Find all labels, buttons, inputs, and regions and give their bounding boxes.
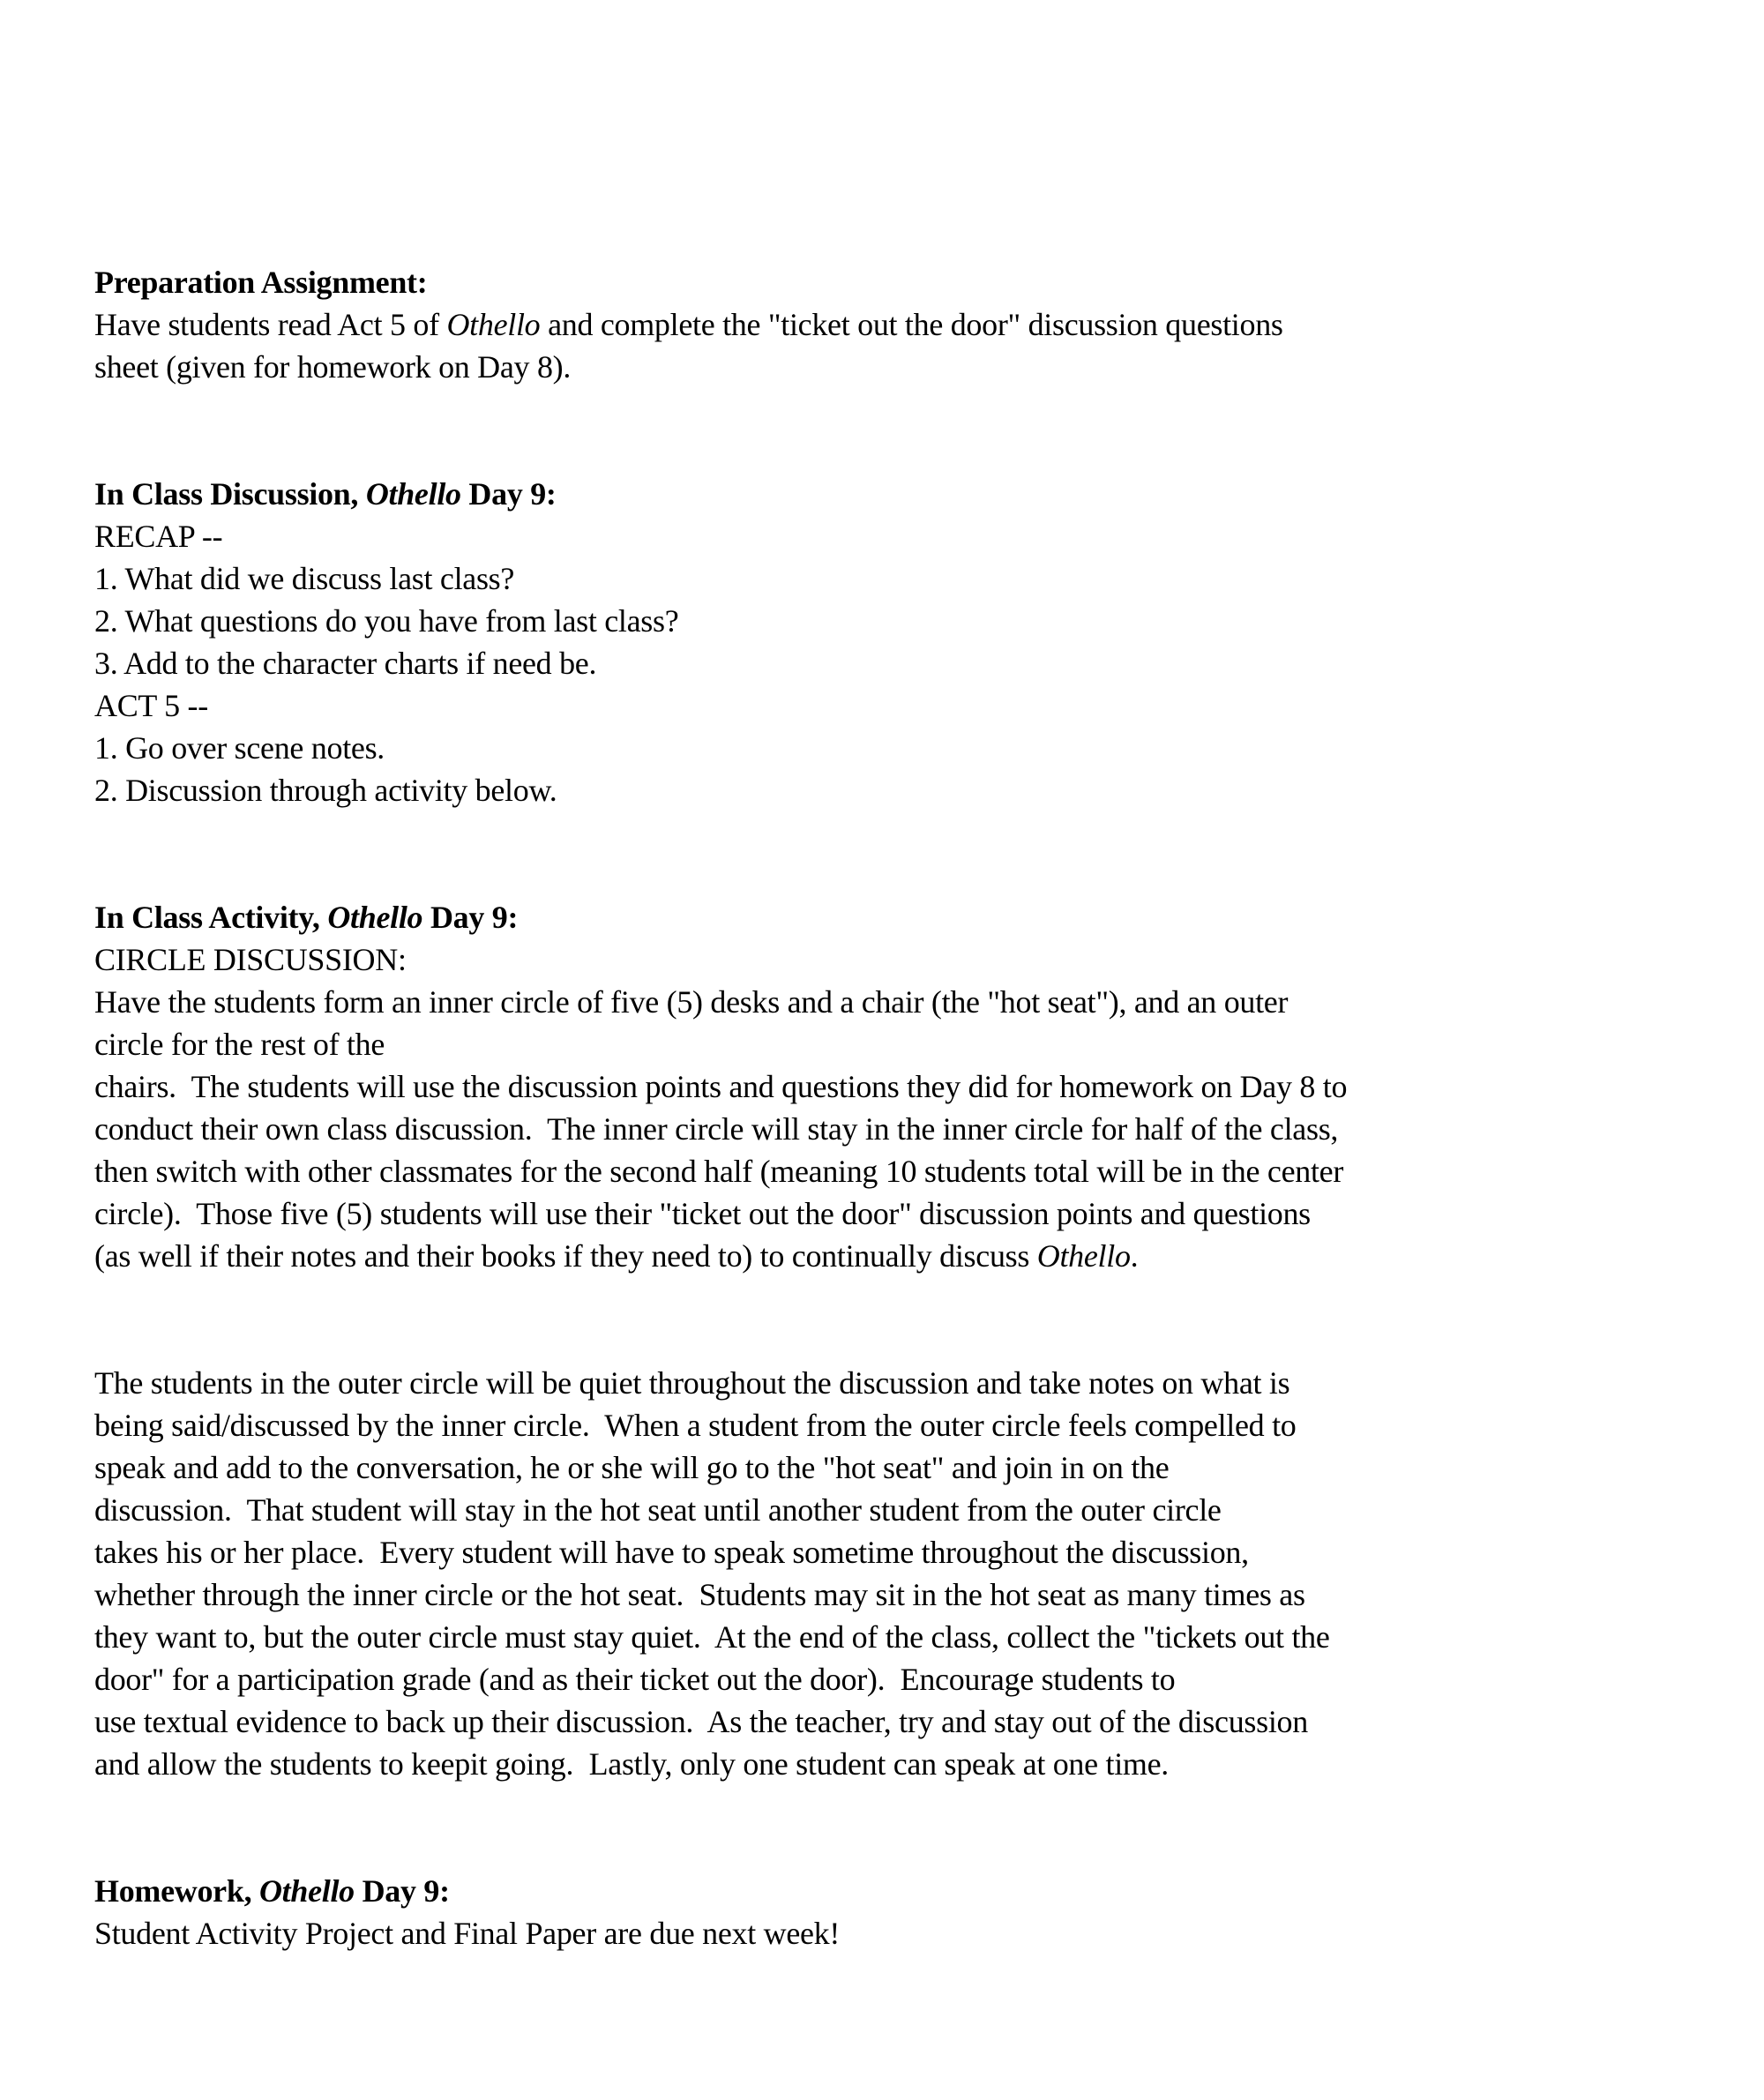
text-segment: 1. Go over scene notes. <box>94 730 385 766</box>
text-segment: conduct their own class discussion. The inner circle will stay in the inner circle for half of the class, <box>94 1111 1339 1147</box>
text-segment: Homework, <box>94 1873 259 1909</box>
text-segment: Student Activity Project and Final Paper are due next week! <box>94 1916 841 1951</box>
text-line <box>94 981 1632 1023</box>
text-segment: In Class Activity, <box>94 900 328 935</box>
text-line <box>94 642 1632 684</box>
text-segment: Othello <box>327 900 423 935</box>
text-segment: CIRCLE DISCUSSION: <box>94 942 407 977</box>
text-segment: takes his or her place. Every student will have to speak sometime throughout the discussion, <box>94 1535 1249 1570</box>
text-segment: 1. What did we discuss last class? <box>94 561 515 596</box>
text-line <box>94 938 1632 981</box>
blank-line <box>94 1827 1632 1870</box>
blank-line <box>94 430 1632 473</box>
text-segment: then switch with other classmates for the second half (meaning 10 students total will be in the center <box>94 1154 1344 1189</box>
text-segment: circle for the rest of the <box>94 1027 385 1062</box>
text-segment: chairs. The students will use the discussion points and questions they did for homework on Day 8 to <box>94 1069 1348 1104</box>
text-segment: being said/discussed by the inner circle. When a student from the outer circle feels compelled to <box>94 1408 1297 1443</box>
text-segment: (as well if their notes and their books if they need to) to continually discuss <box>94 1238 1037 1274</box>
text-segment: and allow the students to keepit going. Lastly, only one student can speak at one time. <box>94 1746 1169 1782</box>
text-segment: whether through the inner circle or the hot seat. Students may sit in the hot seat as many times as <box>94 1577 1305 1612</box>
text-line <box>94 1065 1632 1108</box>
text-line <box>94 1700 1632 1743</box>
text-line <box>94 557 1632 600</box>
text-segment: In Class Discussion, <box>94 476 366 512</box>
text-line <box>94 1404 1632 1446</box>
text-segment: . <box>1130 1238 1139 1274</box>
text-line <box>94 896 1632 938</box>
text-line <box>94 684 1632 727</box>
text-segment: Have the students form an inner circle of five (5) desks and a chair (the "hot seat"), and an outer <box>94 984 1289 1020</box>
text-segment: 2. Discussion through activity below. <box>94 773 557 808</box>
text-line <box>94 1235 1632 1277</box>
text-segment: use textual evidence to back up their discussion. As the teacher, try and stay out of the discussion <box>94 1704 1308 1739</box>
text-line <box>94 1870 1632 1912</box>
blank-line <box>94 1277 1632 1319</box>
text-segment: RECAP -- <box>94 519 223 554</box>
text-segment: 3. Add to the character charts if need be. <box>94 646 597 681</box>
text-line <box>94 1108 1632 1150</box>
text-line <box>94 1023 1632 1065</box>
text-segment: ACT 5 -- <box>94 688 208 723</box>
text-segment: Day 9: <box>460 476 557 512</box>
text-segment: Othello <box>258 1873 355 1909</box>
text-line <box>94 1531 1632 1573</box>
blank-line <box>94 1785 1632 1827</box>
document-content <box>94 261 1632 1954</box>
text-line <box>94 1362 1632 1404</box>
text-segment: Day 9: <box>354 1873 450 1909</box>
text-segment: sheet (given for homework on Day 8). <box>94 349 572 385</box>
text-line <box>94 1743 1632 1785</box>
text-line <box>94 1489 1632 1531</box>
blank-line <box>94 854 1632 896</box>
text-line <box>94 1912 1632 1954</box>
text-segment: they want to, but the outer circle must stay quiet. At the end of the class, collect the "tickets out the <box>94 1619 1330 1655</box>
text-line <box>94 261 1632 303</box>
text-line <box>94 303 1632 346</box>
text-line <box>94 346 1632 388</box>
text-line <box>94 1446 1632 1489</box>
text-segment: The students in the outer circle will be quiet throughout the discussion and take notes on what is <box>94 1365 1290 1401</box>
blank-line <box>94 1319 1632 1362</box>
text-line <box>94 515 1632 557</box>
text-segment: Day 9: <box>422 900 519 935</box>
blank-line <box>94 388 1632 430</box>
text-segment: Preparation Assignment: <box>94 265 428 300</box>
text-segment: 2. What questions do you have from last class? <box>94 603 679 639</box>
text-segment: door" for a participation grade (and as their ticket out the door). Encourage students to <box>94 1662 1176 1697</box>
text-segment: and complete the "ticket out the door" discussion questions <box>540 307 1283 342</box>
text-line <box>94 1573 1632 1616</box>
text-segment: circle). Those five (5) students will use their "ticket out the door" discussion points and questions <box>94 1196 1311 1231</box>
text-line <box>94 473 1632 515</box>
text-line <box>94 600 1632 642</box>
text-line <box>94 727 1632 769</box>
text-line <box>94 769 1632 811</box>
text-segment: discussion. That student will stay in the hot seat until another student from the outer circle <box>94 1492 1222 1528</box>
text-segment: Othello <box>1036 1238 1131 1274</box>
text-segment: Have students read Act 5 of <box>94 307 447 342</box>
text-segment: Othello <box>365 476 461 512</box>
text-segment: Othello <box>446 307 541 342</box>
text-line <box>94 1150 1632 1192</box>
blank-line <box>94 811 1632 854</box>
text-line <box>94 1658 1632 1700</box>
text-segment: speak and add to the conversation, he or she will go to the "hot seat" and join in on the <box>94 1450 1170 1485</box>
text-line <box>94 1616 1632 1658</box>
text-line <box>94 1192 1632 1235</box>
